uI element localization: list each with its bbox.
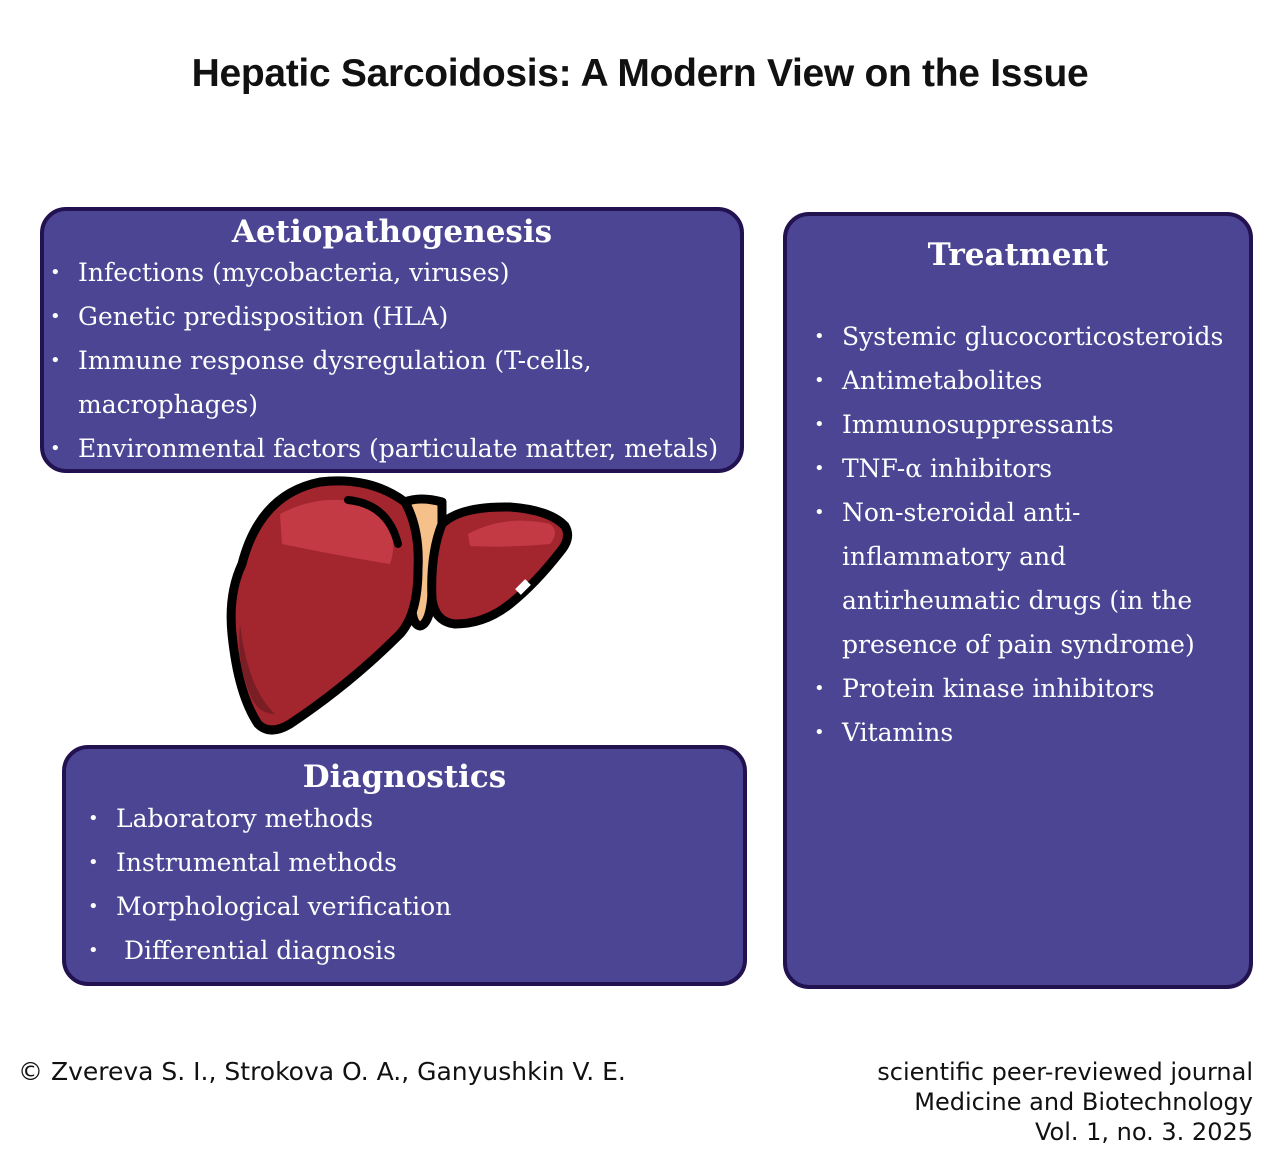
treatment-list bbox=[787, 315, 1249, 755]
page-title: Hepatic Sarcoidosis: A Modern View on the Issue bbox=[191, 52, 1089, 95]
aetiopathogenesis-list bbox=[44, 251, 740, 471]
list-item: • Differential diagnosis bbox=[82, 929, 743, 973]
journal-line: Vol. 1, no. 3. 2025 bbox=[1034, 1118, 1253, 1146]
list-item: • Laboratory methods bbox=[82, 797, 743, 841]
list-item: • Environmental factors (particulate matter, metals) bbox=[44, 427, 740, 471]
treatment-box bbox=[783, 212, 1253, 989]
list-item: • Protein kinase inhibitors bbox=[808, 667, 1249, 711]
diagnostics-heading: Diagnostics bbox=[302, 759, 507, 795]
list-item: • Morphological verification bbox=[82, 885, 743, 929]
aetiopathogenesis-heading: Aetiopathogenesis bbox=[231, 214, 553, 250]
diagnostics-list bbox=[66, 797, 743, 973]
liver-icon bbox=[220, 474, 580, 744]
list-item: • TNF-α inhibitors bbox=[808, 447, 1249, 491]
journal-line: scientific peer-reviewed journal bbox=[877, 1058, 1253, 1086]
list-item: • Genetic predisposition (HLA) bbox=[44, 295, 740, 339]
author-credit: © Zvereva S. I., Strokova O. A., Ganyushkin V. E. bbox=[18, 1057, 626, 1086]
list-item: • Antimetabolites bbox=[808, 359, 1249, 403]
list-item: • Non-steroidal anti-inflammatory and antirheumatic drugs (in the presence of pain syndrome) bbox=[808, 491, 1249, 667]
diagnostics-box bbox=[62, 745, 747, 986]
list-item: • Systemic glucocorticosteroids bbox=[808, 315, 1249, 359]
aetiopathogenesis-box bbox=[40, 207, 744, 473]
list-item: • Infections (mycobacteria, viruses) bbox=[44, 251, 740, 295]
journal-info bbox=[877, 1057, 1253, 1147]
treatment-heading: Treatment bbox=[927, 237, 1109, 273]
list-item: • Immunosuppressants bbox=[808, 403, 1249, 447]
list-item: • Immune response dysregulation (T-cells, macrophages) bbox=[44, 339, 740, 427]
journal-line: Medicine and Biotechnology bbox=[914, 1088, 1253, 1116]
list-item: • Instrumental methods bbox=[82, 841, 743, 885]
list-item: • Vitamins bbox=[808, 711, 1249, 755]
